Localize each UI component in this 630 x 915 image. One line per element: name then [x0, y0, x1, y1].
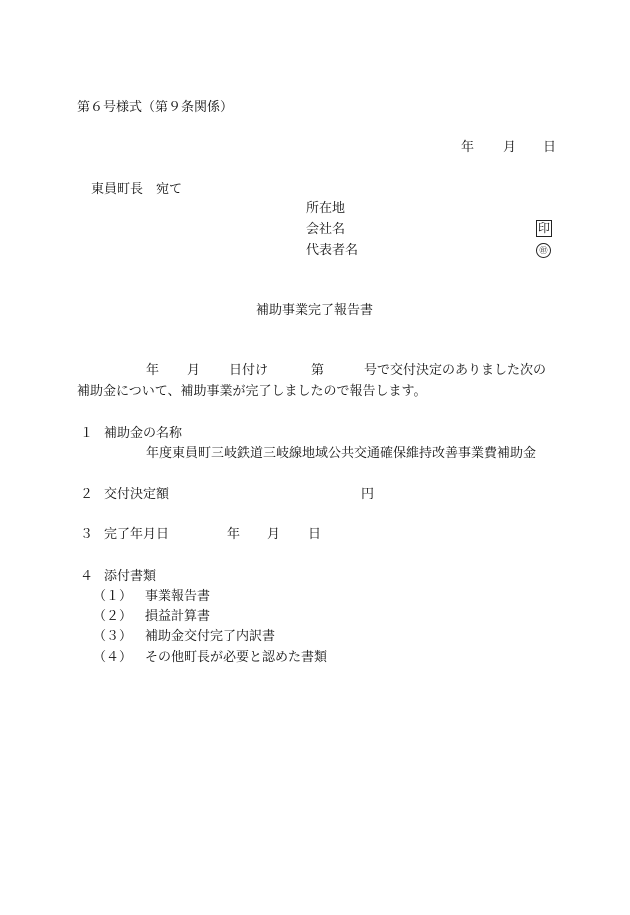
item2-number: ２	[80, 487, 94, 502]
item3-label: 完了年月日	[104, 527, 170, 542]
item4-number: ４	[80, 569, 94, 584]
item3-month: 月	[267, 527, 281, 542]
item2-unit: 円	[361, 487, 375, 502]
addressee: 東員町長 宛て	[91, 182, 183, 197]
item3-day: 日	[308, 527, 322, 542]
body-year: 年	[146, 363, 160, 378]
item1-value: 年度東員町三岐鉄道三岐線地域公共交通確保維持改善事業費補助金	[146, 446, 537, 461]
attachment-1-number: （１）	[93, 589, 133, 604]
attachment-4-text: その他町長が必要と認めた書類	[145, 650, 328, 665]
body-line2: 補助金について、補助事業が完了しましたので報告します。	[77, 384, 427, 399]
body-day-suffix: 日付け	[229, 363, 269, 378]
item2-label: 交付決定額	[104, 487, 170, 502]
body-line1-rest: 号で交付決定のありました次の	[364, 363, 547, 378]
item3-year: 年	[227, 527, 241, 542]
attachment-2-number: （２）	[93, 609, 133, 624]
attachment-2-text: 損益計算書	[145, 609, 211, 624]
company-label: 会社名	[306, 222, 346, 237]
item3-number: ３	[80, 527, 94, 542]
date-year: 年	[461, 140, 475, 155]
item1-number: １	[80, 426, 94, 441]
date-month: 月	[503, 140, 517, 155]
item1-label: 補助金の名称	[104, 426, 183, 441]
form-number: 第６号様式（第９条関係）	[77, 100, 234, 115]
representative-label: 代表者名	[306, 243, 359, 258]
body-dai: 第	[311, 363, 325, 378]
document-title: 補助事業完了報告書	[256, 303, 374, 318]
address-label: 所在地	[306, 201, 346, 216]
attachment-1-text: 事業報告書	[145, 589, 211, 604]
attachment-3-number: （３）	[93, 629, 133, 644]
seal-round-mark: ㊞	[536, 243, 551, 258]
body-month: 月	[187, 363, 201, 378]
attachment-4-number: （４）	[93, 650, 133, 665]
item4-label: 添付書類	[104, 569, 157, 584]
seal-square-mark: 印	[537, 221, 550, 235]
date-day: 日	[543, 140, 557, 155]
attachment-3-text: 補助金交付完了内訳書	[145, 629, 276, 644]
